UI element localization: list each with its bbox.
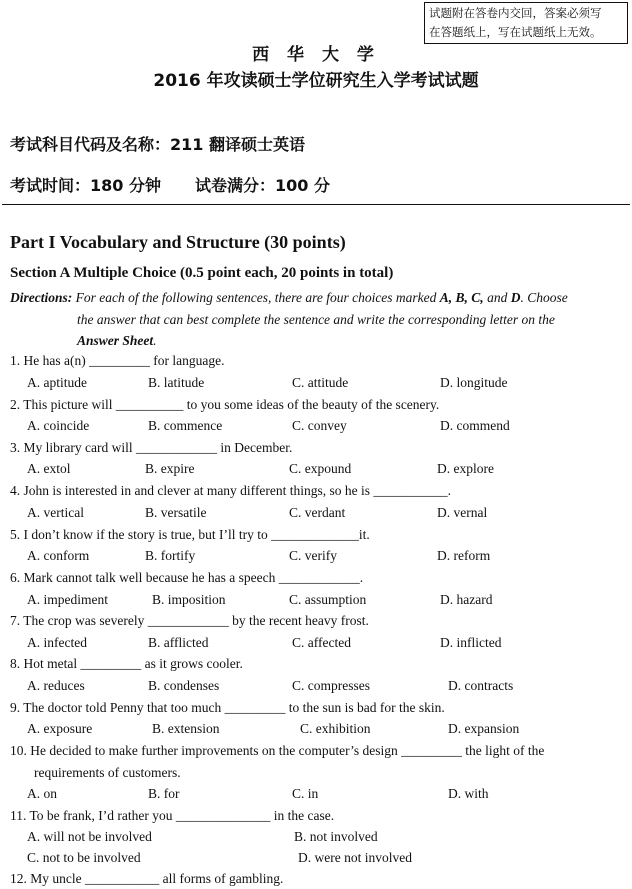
option: C. attitude <box>292 375 349 390</box>
option: A. extol <box>27 461 71 476</box>
option: C. affected <box>292 635 351 650</box>
university-name: 西 华 大 学 <box>252 45 380 65</box>
option: D. contracts <box>448 678 514 693</box>
option: A. aptitude <box>27 375 87 390</box>
directions-text: and <box>483 290 511 305</box>
question-stem-cont: requirements of customers. <box>34 765 181 780</box>
option: B. imposition <box>152 592 226 607</box>
option: A. vertical <box>27 505 84 520</box>
option: C. exhibition <box>300 721 371 736</box>
option: D. inflicted <box>440 635 502 650</box>
exam-time: 考试时间：180 分钟 <box>10 176 161 195</box>
option: A. on <box>27 786 57 801</box>
section-heading: Section A Multiple Choice (0.5 point each, 20 points in total) <box>10 265 394 281</box>
directions-line: the answer that can best complete the sentence and write the corresponding letter on the <box>77 311 555 327</box>
option: A. coincide <box>27 418 90 433</box>
option: B. for <box>148 786 180 801</box>
choice-marks: A, B, C, <box>439 290 484 305</box>
option: D. with <box>448 786 489 801</box>
question-stem: 12. My uncle ___________ all forms of gambling. <box>10 871 284 886</box>
option: C. verdant <box>289 505 346 520</box>
option: B. extension <box>152 721 220 736</box>
answer-sheet: Answer Sheet <box>77 333 154 348</box>
option: A. will not be involved <box>27 829 152 844</box>
time-score-line <box>10 173 330 196</box>
option: B. commence <box>148 418 223 433</box>
question-stem: 3. My library card will ____________ in December. <box>10 440 293 455</box>
option: C. verify <box>289 548 337 563</box>
choice-mark-d: D <box>510 290 521 305</box>
option: A. conform <box>27 548 90 563</box>
option: D. explore <box>437 461 494 476</box>
directions-text: . Choose <box>520 290 568 305</box>
option: B. fortify <box>145 548 196 563</box>
notice-line: 在答题纸上，写在试题纸上无效。 <box>429 25 602 39</box>
option: D. longitude <box>440 375 508 390</box>
directions <box>10 287 626 352</box>
option: C. compresses <box>292 678 370 693</box>
question-stem: 1. He has a(n) _________ for language. <box>10 353 225 368</box>
question-stem: 5. I don’t know if the story is true, but I’ll try to _____________it. <box>10 527 370 542</box>
option: A. infected <box>27 635 87 650</box>
part-heading: Part I Vocabulary and Structure (30 points) <box>10 232 346 252</box>
header-divider <box>2 204 630 205</box>
option: A. exposure <box>27 721 93 736</box>
option: D. hazard <box>440 592 493 607</box>
question-stem: 10. He decided to make further improvements on the computer’s design _________ the light of the <box>10 743 545 758</box>
question-stem: 9. The doctor told Penny that too much _________ to the sun is bad for the skin. <box>10 700 445 715</box>
option: B. versatile <box>145 505 207 520</box>
notice-line: 试题附在答卷内交回，答案必须写 <box>429 6 602 20</box>
option: C. expound <box>289 461 352 476</box>
question-stem: 6. Mark cannot talk well because he has a speech ____________. <box>10 570 364 585</box>
option: B. expire <box>145 461 195 476</box>
option: B. afflicted <box>148 635 209 650</box>
option: A. impediment <box>27 592 108 607</box>
option: C. in <box>292 786 319 801</box>
option: C. assumption <box>289 592 367 607</box>
question-stem: 4. John is interested in and clever at many different things, so he is ___________. <box>10 483 452 498</box>
question-stem: 8. Hot metal _________ as it grows cooler. <box>10 656 243 671</box>
question-stem: 2. This picture will __________ to you some ideas of the beauty of the scenery. <box>10 397 440 412</box>
question-stem: 7. The crop was severely ____________ by the recent heavy frost. <box>10 613 369 628</box>
exam-title: 2016 年攻读硕士学位研究生入学考试试题 <box>153 71 479 91</box>
option: D. expansion <box>448 721 520 736</box>
option: B. condenses <box>148 678 220 693</box>
option: C. convey <box>292 418 347 433</box>
directions-line: Answer Sheet. <box>77 333 157 348</box>
subject-line: 考试科目代码及名称：211 翻译硕士英语 <box>10 135 305 154</box>
option: A. reduces <box>27 678 85 693</box>
option: C. not to be involved <box>27 850 141 865</box>
option: B. not involved <box>294 829 378 844</box>
option: B. latitude <box>148 375 205 390</box>
option: D. commend <box>440 418 510 433</box>
full-score: 试卷满分：100 分 <box>194 176 330 195</box>
option: D. reform <box>437 548 491 563</box>
directions-label: Directions: <box>10 290 73 305</box>
directions-text: For each of the following sentences, there are four choices marked <box>72 290 440 305</box>
notice-box <box>424 2 628 44</box>
question-stem: 11. To be frank, I’d rather you ______________ in the case. <box>10 808 335 823</box>
option: D. vernal <box>437 505 488 520</box>
option: D. were not involved <box>298 850 412 865</box>
